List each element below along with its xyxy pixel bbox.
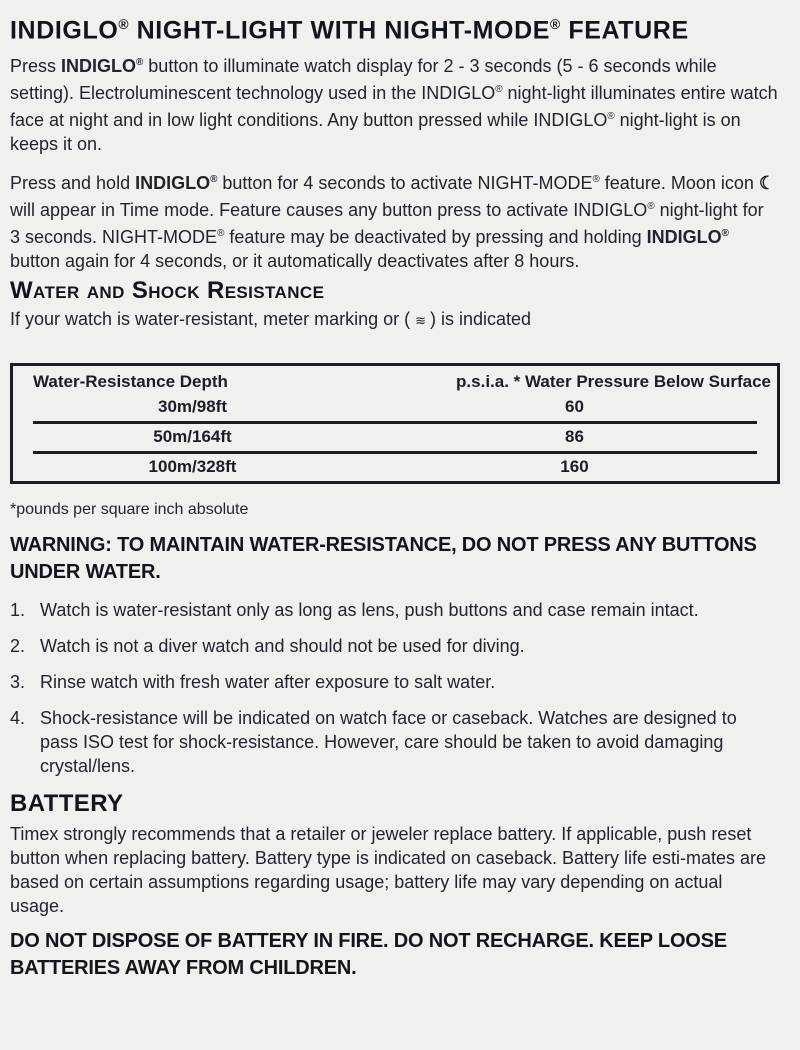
- depth-cell: 100m/328ft: [148, 457, 237, 477]
- table-row: [12, 394, 779, 421]
- water-resistance-table: [10, 363, 780, 484]
- text-segment: Press and hold: [10, 173, 136, 194]
- registered-symbol: ®: [495, 84, 503, 96]
- list-item: [10, 634, 778, 658]
- list-number: 2.: [10, 636, 26, 657]
- text-segment: night-light for 3 seconds. NIGHT-MODE: [10, 200, 764, 248]
- text-segment: night-light is on keeps it on.: [10, 110, 741, 155]
- text-segment: button again for 4 seconds, or it automatically deactivates after 8 hours.: [10, 251, 580, 272]
- list-number: 4.: [10, 708, 26, 729]
- column-header-pressure: p.s.i.a. * Water Pressure Below Surface: [456, 372, 771, 392]
- list-text: Shock-resistance will be indicated on watch face or caseback. Watches are designed to pass ISO test for shock-resistance. However, care should be taken to avoid damaging crystal/lens.: [40, 708, 737, 777]
- text-segment: If your watch is water-resistant, meter marking or (: [10, 309, 416, 330]
- text-segment: INDIGLO: [61, 56, 137, 77]
- list-text: Watch is water-resistant only as long as lens, push buttons and case remain intact.: [40, 600, 699, 621]
- list-number: 1.: [10, 600, 26, 621]
- text-segment: Press: [10, 56, 62, 77]
- text-segment: NIGHT-LIGHT WITH NIGHT-MODE: [129, 16, 551, 45]
- list-text: Rinse watch with fresh water after exposure to salt water.: [40, 672, 496, 693]
- water-warning: WARNING: TO MAINTAIN WATER-RESISTANCE, DO NOT PRESS ANY BUTTONS UNDER WATER.: [10, 534, 757, 584]
- text-segment: INDIGLO: [135, 173, 211, 194]
- list-text: Watch is not a diver watch and should not be used for diving.: [40, 636, 525, 657]
- battery-warning: DO NOT DISPOSE OF BATTERY IN FIRE. DO NOT RECHARGE. KEEP LOOSE BATTERIES AWAY FROM CHILDREN.: [10, 930, 727, 980]
- text-segment: INDIGLO: [10, 16, 119, 45]
- text-segment: FEATURE: [560, 16, 689, 45]
- text-segment: night-light illuminates entire watch face at night and in low light conditions. Any button pressed while INDIGLO: [10, 83, 778, 131]
- water-resistance-intro: [10, 307, 778, 333]
- care-instructions-list: [10, 598, 780, 778]
- table-header: [12, 365, 779, 395]
- table-row: [12, 454, 779, 483]
- text-segment: feature may be deactivated by pressing and holding: [224, 227, 647, 248]
- registered-symbol: ®: [607, 111, 615, 123]
- page-title: [10, 10, 780, 45]
- column-header-depth: Water-Resistance Depth: [33, 372, 228, 392]
- text-segment: INDIGLO: [646, 227, 722, 248]
- registered-symbol: ®: [592, 174, 600, 186]
- text-segment: button for 4 seconds to activate NIGHT-MODE: [217, 173, 593, 194]
- depth-cell: 50m/164ft: [153, 427, 232, 447]
- registered-symbol: ®: [647, 201, 655, 213]
- table-row: [12, 424, 779, 451]
- registered-symbol: ®: [118, 17, 130, 32]
- paragraph-indiglo-press: [10, 51, 778, 156]
- registered-symbol: ®: [210, 174, 218, 186]
- section-title-water-resistance: Water and Shock Resistance: [10, 277, 325, 305]
- list-item: [10, 706, 778, 778]
- pressure-cell: 160: [560, 457, 589, 477]
- pressure-cell: 86: [565, 427, 584, 447]
- text-segment: will appear in Time mode. Feature causes any button press to activate INDIGLO: [10, 200, 648, 221]
- text-segment: button to illuminate watch display for 2 - 3 seconds (5 - 6 seconds while setting). Electroluminescent technology used in the INDIGLO: [10, 56, 717, 104]
- list-item: [10, 670, 778, 694]
- paragraph-indiglo-nightmode: [10, 168, 778, 273]
- list-number: 3.: [10, 672, 26, 693]
- depth-cell: 30m/98ft: [158, 397, 227, 417]
- table-body: [12, 394, 779, 483]
- list-item: [10, 598, 778, 622]
- psia-footnote: *pounds per square inch absolute: [10, 501, 249, 519]
- text-segment: feature. Moon icon: [599, 173, 759, 194]
- battery-paragraph: Timex strongly recommends that a retailer or jeweler replace battery. If applicable, push reset button when replacing battery. Battery type is indicated on caseback. Battery life esti-mates are based on certain assumptions regarding usage; battery life may vary depending on actual usage.: [10, 824, 767, 917]
- registered-symbol: ®: [550, 17, 561, 32]
- section-title-battery: BATTERY: [10, 790, 124, 818]
- registered-symbol: ®: [721, 228, 729, 240]
- text-segment: ) is indicated: [424, 309, 532, 330]
- document-body: [10, 10, 780, 982]
- moon-icon: ☾: [758, 173, 776, 194]
- registered-symbol: ®: [217, 228, 225, 240]
- registered-symbol: ®: [136, 57, 144, 69]
- water-resistance-symbol: ≋: [415, 313, 425, 329]
- pressure-cell: 60: [565, 397, 584, 417]
